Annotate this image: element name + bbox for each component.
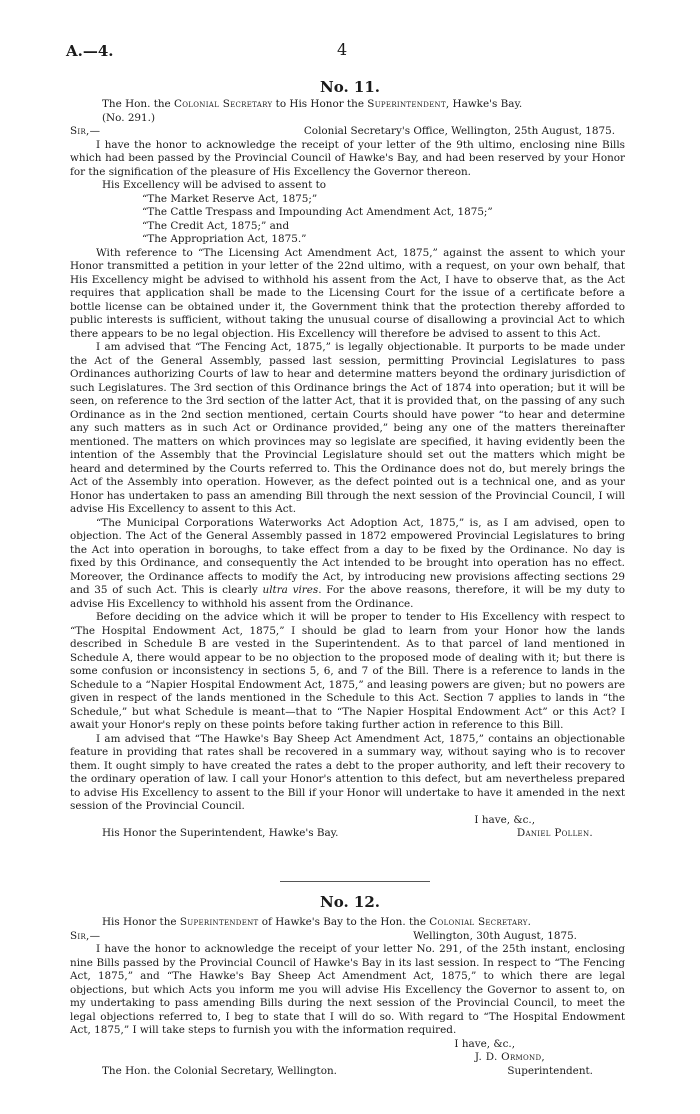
letter-12-signature-row <box>70 1065 625 1079</box>
act-item: “The Credit Act, 1875;” and <box>142 219 290 232</box>
letter-11-signer: Daniel Pollen. <box>516 827 593 839</box>
letter-12-salutation-line: Sir,— Wellington, 30th August, 1875. <box>70 930 625 944</box>
letter-11-recipient: His Honor the Superintendent, Hawke's Bay. <box>102 827 339 839</box>
section-divider <box>280 881 430 882</box>
letter-11-para-6: Before deciding on the advice which it will be proper to tender to His Excellency with respect to “The Hospital Endowment Act, 1875,” I should be glad to learn from your Honor how the lands described in Schedule B are vested in the Superintendent. As to that parcel of land mentioned in Schedule A, there would appear to be no objection to the proposed mode of dealing with it; but there is some confusion or inconsistency in sections 5, 6, and 7 of the Bill. There is a reference to lands in the Schedule to a “Napier Hospital Endowment Act, 1875,” and leasing powers are given; but no powers are given in respect of the lands mentioned in the Schedule to this Act. Section 7 applies to lands in “the Schedule,” but what Schedule is meant—that to “The Napier Hospital Endowment Act” or this Act? I await your Honor's reply on these points before taking further action in reference to this Bill. <box>70 611 625 731</box>
letter-12-signer-title: Superintendent. <box>507 1064 593 1077</box>
letter-11 <box>70 98 625 841</box>
letter-11-salutation-line: Sir,— Colonial Secretary's Office, Wellington, 25th August, 1875. <box>70 125 625 139</box>
letter-11-para-1: I have the honor to acknowledge the receipt of your letter of the 9th ultimo, enclosing nine Bills which had been passed by the Provincial Council of Hawke's Bay, and had been reserved by your Honor for the signification of the pleasure of His Excellency the Governor thereon. <box>70 138 625 178</box>
act-item: “The Appropriation Act, 1875.” <box>142 233 307 245</box>
letter-12-dateline: Wellington, 30th August, 1875. <box>413 929 577 942</box>
letter-12-recipient: The Hon. the Colonial Secretary, Wellington. <box>102 1064 337 1077</box>
letter-12-para-1: I have the honor to acknowledge the receipt of your letter No. 291, of the 25th instant, enclosing nine Bills passed by the Provincial Council of Hawke's Bay in its last session. In respect to “The Fencing Act, 1875,” and “The Hawke's Bay Sheep Act Amendment Act, 1875,” to which there are legal objections, but which Acts you inform me you will advise His Excellency the Governor to assent to, on my undertaking to pass amending Bills during the next session of the Provincial Council, to meet the legal objections referred to, I beg to state that I will do so. With regard to “The Hospital Endowment Act, 1875,” I will take steps to furnish you with the information required. <box>70 943 625 1036</box>
letter-11-signature-row <box>70 827 625 841</box>
page-number: 4 <box>337 40 348 59</box>
letter-11-para-2: His Excellency will be advised to assent to <box>102 179 327 191</box>
letter-11-number: (No. 291.) <box>102 111 156 124</box>
letter-11-address: The Hon. the Colonial Secretary to His Honor the Superintendent, Hawke's Bay. <box>102 98 523 110</box>
letter-12-signer: J. D. Ormond, <box>474 1051 545 1063</box>
letter-11-heading: No. 11. <box>320 78 380 96</box>
act-item: “The Cattle Trespass and Impounding Act Amendment Act, 1875;” <box>142 206 493 218</box>
letter-11-dateline: Colonial Secretary's Office, Wellington, 25th August, 1875. <box>303 125 615 137</box>
letter-11-para-4: I am advised that “The Fencing Act, 1875,” is legally objectionable. It purports to be made under the Act of the General Assembly, passed last session, permitting Provincial Legislatures to pass Ordinances authorizing Courts of law to hear and determine matters beyond the ordinary jurisdiction of such Legislatures. The 3rd section of this Ordinance brings the Act of 1874 into operation; but it will be seen, on reference to the 3rd section of the latter Act, that it is provided that, on the passing of any such Ordinance as in the 2nd section mentioned, certain Courts should have power “to hear and determine any such matters as in such Act or Ordinance provided,” being any one of the matters thereinafter mentioned. The matters on which provinces may so legislate are specified, it having evidently been the intention of the Assembly that the Provincial Legislature should set out the matters which might be heard and determined by the Courts referred to. This the Ordinance does not do, but merely brings the Act of the Assembly into operation. However, as the defect pointed out is a technical one, and as your Honor has undertaken to pass an amending Bill through the next session of the Provincial Council, I will advise His Excellency to assent to this Act. <box>70 341 625 515</box>
act-item: “The Market Reserve Act, 1875;” <box>142 192 318 205</box>
letter-12-closing: I have, &c., <box>454 1037 515 1050</box>
letter-11-para-3: With reference to “The Licensing Act Amendment Act, 1875,” against the assent to which your Honor transmitted a petition in your letter of the 22nd ultimo, with a request, on your own behalf, that His Excellency might be advised to withhold his assent from the Act, I have to observe that, as the Act requires that application shall be made to the Licensing Court for the issue of a certificate before a bottle license can be obtained under it, the Government think that the protection thereby afforded to public interests is sufficient, without taking the unusual course of disallowing a provincial Act to which there appears to be no legal objection. His Excellency will therefore be advised to assent to this Act. <box>70 246 625 340</box>
letter-12 <box>70 916 625 1078</box>
letter-11-closing: I have, &c., <box>474 813 535 826</box>
letter-11-para-7: I am advised that “The Hawke's Bay Sheep Act Amendment Act, 1875,” contains an objectionable feature in providing that rates shall be recovered in a summary way, without saying who is to recover them. It ought simply to have created the rates a debt to the proper authority, and left their recovery to the ordinary operation of law. I call your Honor's attention to this defect, but am nevertheless prepared to advise His Excellency to assent to the Bill if your Honor will undertake to have it amended in the next session of the Provincial Council. <box>70 732 625 812</box>
letter-12-address: His Honor the Superintendent of Hawke's Bay to the Hon. the Colonial Secretary. <box>102 916 531 928</box>
document-reference: A.—4. <box>66 42 114 60</box>
letter-12-heading: No. 12. <box>320 893 380 911</box>
letter-11-para-5: “The Municipal Corporations Waterworks Act Adoption Act, 1875,” is, as I am advised, open to objection. The Act of the General Assembly passed in 1872 empowered Provincial Legislatures to bring the Act into operation in boroughs, to take effect from a day to be fixed by the Ordinance. No day is fixed by this Ordinance, and consequently the Act intended to be brought into operation has no effect. Moreover, the Ordinance affects to modify the Act, by introducing new provisions affecting sections 29 and 35 of such Act. This is clearly ultra vires. For the above reasons, therefore, it will be my duty to advise His Excellency to withhold his assent from the Ordinance. <box>70 516 625 610</box>
